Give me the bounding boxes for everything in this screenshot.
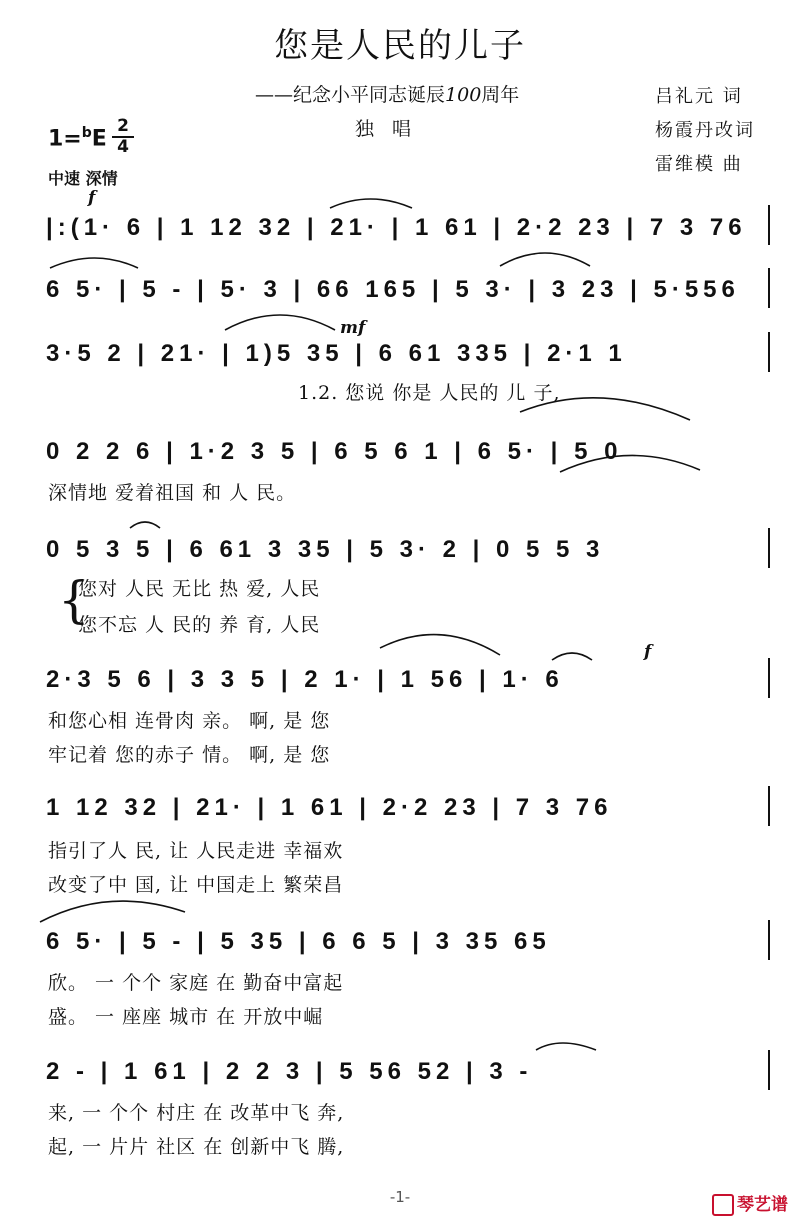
page-number: -1-	[389, 1188, 411, 1206]
notation-line: |:(1· 6 | 1 12 32 | 21· | 1 61 | 2·2 23 | 7 3 76	[46, 214, 747, 241]
notation-line: 1 12 32 | 21· | 1 61 | 2·2 23 | 7 3 76	[46, 794, 613, 821]
lyric-line: 牢记着 您的赤子 情。 啊, 是 您	[48, 744, 331, 766]
lyricist-credit: 吕礼元 词	[655, 86, 743, 107]
verse-brace: {	[58, 571, 90, 629]
notation-line: 0 5 3 5 | 6 61 3 35 | 5 3· 2 | 0 5 5 3	[46, 536, 605, 563]
lyric-line: 来, 一 个个 村庄 在 改革中飞 奔,	[48, 1102, 345, 1124]
slur	[225, 315, 335, 330]
notation-line: 2 - | 1 61 | 2 2 3 | 5 56 52 | 3 -	[46, 1058, 533, 1085]
lyric-line: 起, 一 片片 社区 在 创新中飞 腾,	[48, 1136, 345, 1158]
composer-credit: 雷维模 曲	[655, 154, 743, 175]
lyric-line: 改变了中 国, 让 中国走上 繁荣昌	[48, 874, 344, 896]
time-numerator: 2	[117, 116, 129, 136]
tempo-marking: 中速 深情	[48, 169, 118, 188]
notation-line: 3·5 2 | 21· | 1)5 35 | 6 61 335 | 2·1 1	[46, 340, 627, 367]
notation-line: 6 5· | 5 - | 5· 3 | 66 165 | 5 3· | 3 23 | 5·556	[46, 276, 740, 303]
lyric-line: 深情地 爱着祖国 和 人 民。	[48, 482, 297, 504]
subtitle-text: ——纪念小平同志诞辰	[255, 84, 446, 106]
subtitle-end: 周年	[481, 84, 520, 106]
notation-line: 2·3 5 6 | 3 3 5 | 2 1· | 1 56 | 1· 6	[46, 666, 564, 693]
lyric-line: 欣。 一 个个 家庭 在 勤奋中富起	[48, 972, 344, 994]
slur	[500, 253, 590, 266]
song-title: 您是人民的儿子	[274, 26, 526, 66]
notation-line: 0 2 2 6 | 1·2 3 5 | 6 5 6 1 | 6 5· | 5 0	[46, 438, 623, 465]
adapter-credit: 杨霞丹改词	[655, 120, 755, 141]
performance-type: 独唱	[355, 118, 430, 140]
slur	[50, 258, 138, 268]
logo-text: 琴艺谱	[737, 1195, 788, 1215]
slur	[536, 1043, 596, 1050]
lyric-line: 您不忘 人 民的 养 育, 人民	[78, 614, 321, 636]
slur	[552, 653, 592, 660]
slur	[130, 522, 160, 528]
key-letter: E	[91, 126, 107, 152]
subtitle-number: 100	[445, 84, 482, 106]
lyric-line: 指引了人 民, 让 人民走进 幸福欢	[48, 840, 344, 862]
logo-icon	[712, 1194, 734, 1216]
notation-line: 6 5· | 5 - | 5 35 | 6 6 5 | 3 35 65	[46, 928, 551, 955]
key-prefix: 1=	[48, 126, 82, 152]
lyric-line: 您对 人民 无比 热 爱, 人民	[78, 578, 321, 600]
dynamic-marking: f	[88, 188, 96, 208]
slur	[520, 398, 690, 420]
site-logo[interactable]	[712, 1190, 788, 1216]
slur	[560, 455, 700, 472]
dynamic-marking: mf	[340, 318, 366, 338]
slur	[380, 635, 500, 655]
slur	[40, 901, 185, 922]
slur	[330, 199, 412, 208]
time-denominator: 4	[117, 137, 129, 157]
lyric-line: 和您心相 连骨肉 亲。 啊, 是 您	[48, 710, 331, 732]
key-flat: b	[81, 125, 92, 141]
lyric-line: 1.2. 您说 你是 人民的 儿 子,	[298, 382, 561, 404]
lyric-line: 盛。 一 座座 城市 在 开放中崛	[48, 1006, 324, 1028]
dynamic-marking: f	[644, 642, 652, 662]
